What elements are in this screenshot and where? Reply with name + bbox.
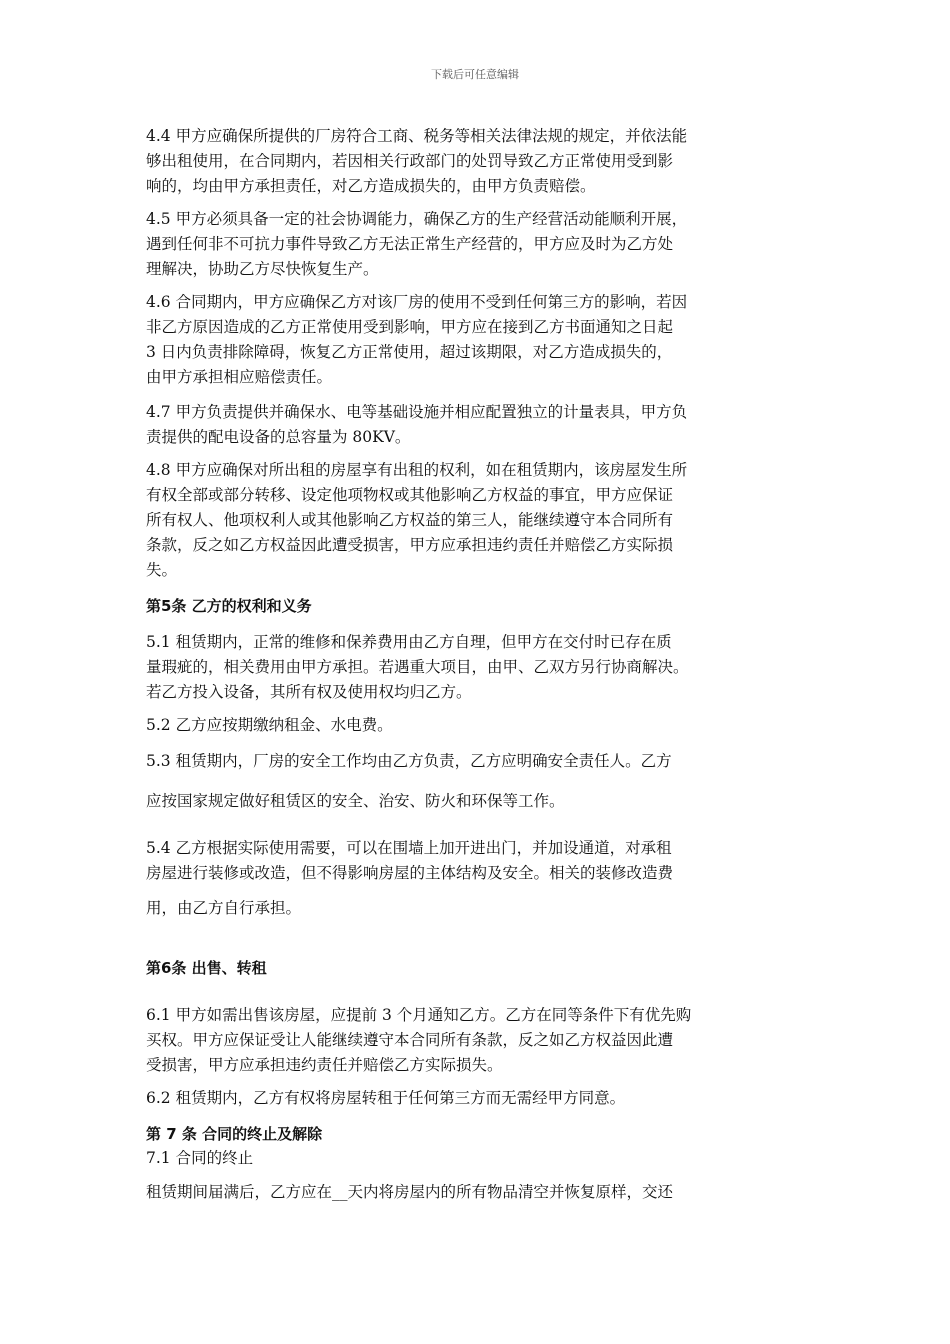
paragraph [146,458,810,583]
paragraph [146,630,810,705]
paragraph [146,896,810,921]
text-line: 由甲方承担相应赔偿责任。 [146,368,333,386]
text-line: 有权全部或部分转移、设定他项物权或其他影响乙方权益的事宜，甲方应保证 [146,486,674,504]
text-line: 4.7 甲方负责提供并确保水、电等基础设施并相应配置独立的计量表具，甲方负 [146,403,688,421]
text-line: 遇到任何非不可抗力事件导致乙方无法正常生产经营的，甲方应及时为乙方处 [146,235,674,253]
text-line: 够出租使用，在合同期内，若因相关行政部门的处罚导致乙方正常使用受到影 [146,152,674,170]
paragraph [146,290,810,390]
text-line: 7.1 合同的终止 [146,1149,254,1167]
text-line: 用，由乙方自行承担。 [146,899,302,917]
section-heading [146,1122,810,1147]
text-line: 理解决，协助乙方尽快恢复生产。 [146,260,379,278]
text-line: 非乙方原因造成的乙方正常使用受到影响，甲方应在接到乙方书面通知之日起 [146,318,674,336]
text-line: 4.8 甲方应确保对所出租的房屋享有出租的权利，如在租赁期内，该房屋发生所 [146,461,688,479]
text-line: 6.2 租赁期内，乙方有权将房屋转租于任何第三方而无需经甲方同意。 [146,1089,626,1107]
text-line: 3 日内负责排除障碍，恢复乙方正常使用，超过该期限，对乙方造成损失的， [146,343,673,361]
paragraph [146,749,810,774]
text-line: 若乙方投入设备，其所有权及使用权均归乙方。 [146,683,472,701]
text-line: 4.6 合同期内，甲方应确保乙方对该厂房的使用不受到任何第三方的影响，若因 [146,293,688,311]
text-line: 所有权人、他项权利人或其他影响乙方权益的第三人，能继续遵守本合同所有 [146,511,674,529]
paragraph [146,124,810,199]
text-line: 失。 [146,561,178,579]
paragraph [146,836,810,886]
paragraph [146,789,810,814]
text-line: 6.1 甲方如需出售该房屋，应提前 3 个月通知乙方。乙方在同等条件下有优先购 [146,1006,692,1024]
text-line: 租赁期间届满后，乙方应在__天内将房屋内的所有物品清空并恢复原样，交还 [146,1183,674,1201]
text-line: 响的，均由甲方承担责任，对乙方造成损失的，由甲方负责赔偿。 [146,177,596,195]
text-line: 第 7 条 合同的终止及解除 [146,1125,323,1143]
text-line: 4.5 甲方必须具备一定的社会协调能力，确保乙方的生产经营活动能顺利开展， [146,210,688,228]
text-line: 买权。甲方应保证受让人能继续遵守本合同所有条款，反之如乙方权益因此遭 [146,1031,674,1049]
text-line: 第6条 出售、转租 [146,959,267,977]
text-line: 5.4 乙方根据实际使用需要，可以在围墙上加开进出门，并加设通道，对承租 [146,839,672,857]
text-line: 5.1 租赁期内，正常的维修和保养费用由乙方自理，但甲方在交付时已存在质 [146,633,672,651]
paragraph [146,400,810,450]
text-line: 受损害，甲方应承担违约责任并赔偿乙方实际损失。 [146,1056,503,1074]
text-line: 房屋进行装修或改造，但不得影响房屋的主体结构及安全。相关的装修改造费 [146,864,674,882]
section-heading [146,594,810,619]
text-line: 条款，反之如乙方权益因此遭受损害，甲方应承担违约责任并赔偿乙方实际损 [146,536,674,554]
paragraph [146,207,810,282]
paragraph [146,1086,810,1111]
section-heading [146,956,810,981]
text-line: 量瑕疵的，相关费用由甲方承担。若遇重大项目，由甲、乙双方另行协商解决。 [146,658,689,676]
paragraph [146,1003,810,1078]
paragraph [146,1146,810,1171]
text-line: 责提供的配电设备的总容量为 80KV。 [146,428,411,446]
text-line: 第5条 乙方的权利和义务 [146,597,312,615]
paragraph [146,713,810,738]
text-line: 5.2 乙方应按期缴纳租金、水电费。 [146,716,393,734]
text-line: 4.4 甲方应确保所提供的厂房符合工商、税务等相关法律法规的规定，并依法能 [146,127,688,145]
paragraph [146,1180,810,1205]
text-line: 应按国家规定做好租赁区的安全、治安、防火和环保等工作。 [146,792,565,810]
text-line: 5.3 租赁期内，厂房的安全工作均由乙方负责，乙方应明确安全责任人。乙方 [146,752,672,770]
page-header: 下载后可任意编辑 [431,68,519,81]
